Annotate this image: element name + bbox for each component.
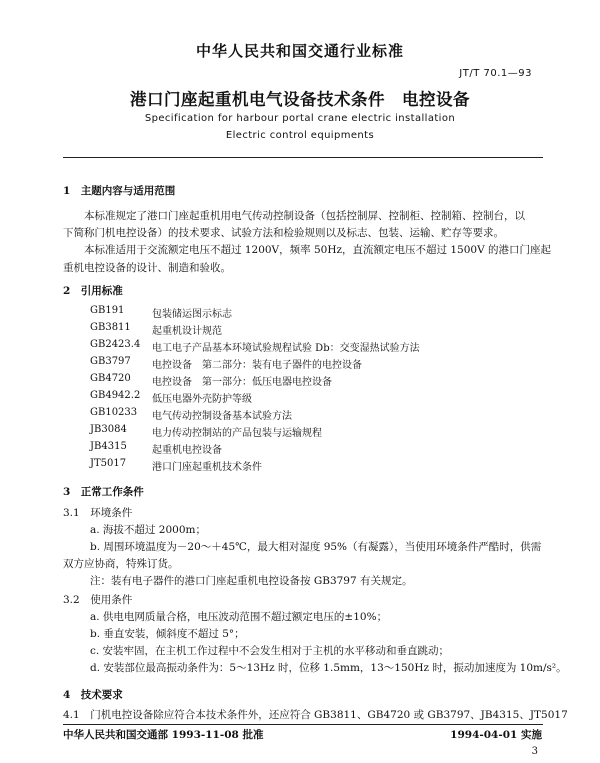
reference-title: 电气传动控制设备基本试验方法 — [152, 411, 292, 422]
section1-paragraph1-line2: 下简称门机电控设备）的技术要求、试验方法和检验规则以及标志、包装、运输、贮存等要求。 — [63, 227, 504, 239]
reference-code: GB4720 — [90, 373, 131, 384]
reference-code: GB10233 — [90, 407, 138, 418]
document-title: 港口门座起重机电气设备技术条件 电控设备 — [130, 90, 470, 109]
reference-code: JB4315 — [90, 441, 127, 452]
section3-1-item-b-line1: b. 周围环境温度为－20～＋45℃，最大相对湿度 95%（有凝露），当使用环境条件严酷时，供需 — [90, 541, 542, 553]
standard-code: JT/T 70.1—93 — [459, 68, 532, 79]
reference-code: GB2423.4 — [90, 339, 141, 350]
reference-code: JB3084 — [90, 424, 127, 435]
reference-code: GB3811 — [90, 322, 131, 333]
reference-title: 电控设备 第二部分：装有电子器件的电控设备 — [152, 360, 362, 371]
reference-title: 低压电器外壳防护等级 — [152, 394, 252, 405]
section3-heading: 3 正常工作条件 — [63, 486, 144, 498]
section2-heading: 2 引用标准 — [63, 285, 123, 297]
reference-title: 电力传动控制站的产品包装与运输规程 — [152, 428, 322, 439]
section1-paragraph2-line1: 本标准适用于交流额定电压不超过 1200V，频率 50Hz，直流额定电压不超过 1500V 的港口门座起 — [84, 244, 552, 256]
section3-2-item-c: c. 安装牢固，在主机工作过程中不会发生相对于主机的水平移动和垂直跳动； — [90, 645, 450, 657]
section3-1-item-b-line2: 双方应协商，特殊订货。 — [63, 558, 179, 570]
reference-title: 港口门座起重机技术条件 — [152, 462, 262, 473]
section1-paragraph2-line2: 重机电控设备的设计、制造和验收。 — [63, 262, 231, 274]
english-title-line1: Specification for harbour portal crane electric installation — [144, 113, 456, 124]
implementation-date: 1994-04-01 实施 — [450, 729, 542, 741]
standard-title: 中华人民共和国交通行业标准 — [195, 42, 404, 60]
english-title-line2: Electric control equipments — [225, 130, 375, 141]
header-divider — [63, 157, 543, 158]
section3-2-item-b: b. 垂直安装，倾斜度不超过 5°； — [90, 628, 245, 640]
section3-1-note: 注：装有电子器件的港口门座起重机电控设备按 GB3797 有关规定。 — [90, 575, 413, 587]
reference-code: GB3797 — [90, 356, 131, 367]
footer-divider — [63, 724, 543, 725]
section3-2-item-d: d. 安装部位最高振动条件为：5～13Hz 时，位移 1.5mm，13～150Hz 时，振动加速度为 10m/s²。 — [90, 662, 567, 674]
section1-paragraph1-line1: 本标准规定了港口门座起重机用电气传动控制设备（包括控制屏、控制柜、控制箱、控制台，以 — [84, 210, 525, 222]
reference-title: 起重机设计规范 — [152, 326, 222, 337]
section4-1-line: 4.1 门机电控设备除应符合本技术条件外，还应符合 GB3811、GB4720 或 GB3797、JB4315、JT5017 — [63, 709, 568, 721]
reference-title: 电工电子产品基本环境试验规程试验 Db：交变湿热试验方法 — [152, 343, 420, 354]
reference-code: GB4942.2 — [90, 390, 141, 401]
reference-code: JT5017 — [90, 458, 127, 469]
section1-heading: 1 主题内容与适用范围 — [63, 185, 176, 197]
reference-code: GB191 — [90, 305, 125, 316]
section4-heading: 4 技术要求 — [63, 689, 123, 701]
section3-2-item-a: a. 供电电网质量合格，电压波动范围不超过额定电压的±10%； — [90, 611, 388, 623]
page-number: 3 — [531, 746, 538, 757]
section3-1-item-a: a. 海拔不超过 2000m； — [90, 524, 206, 536]
section3-1-heading: 3.1 环境条件 — [63, 507, 133, 519]
reference-title: 包装储运图示标志 — [152, 309, 232, 320]
reference-title: 电控设备 第一部分：低压电器电控设备 — [152, 377, 332, 388]
reference-title: 起重机电控设备 — [152, 445, 222, 456]
approval-text: 中华人民共和国交通部 1993-11-08 批准 — [63, 729, 264, 741]
section3-2-heading: 3.2 使用条件 — [63, 594, 133, 606]
